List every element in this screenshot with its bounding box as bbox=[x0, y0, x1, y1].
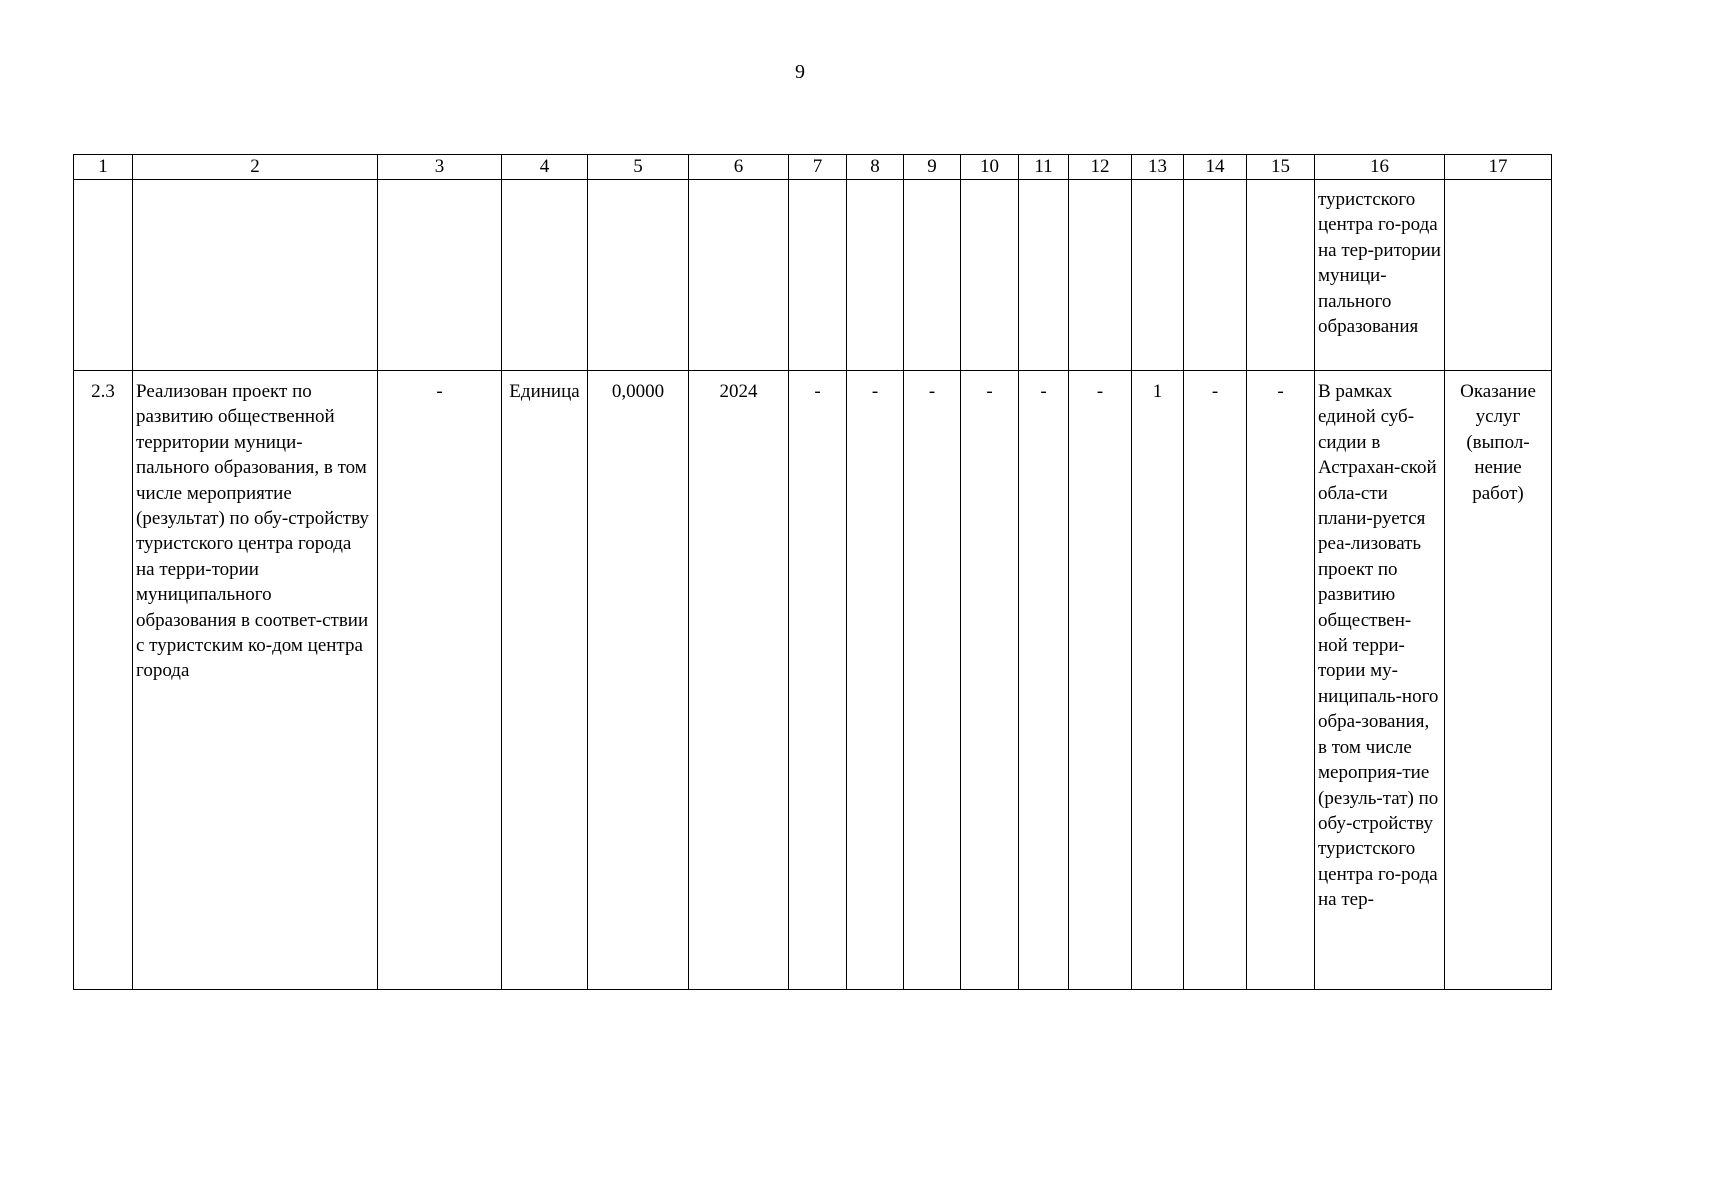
column-header: 2 bbox=[133, 155, 378, 180]
col7-cell: - bbox=[789, 371, 847, 990]
column-header: 16 bbox=[1315, 155, 1445, 180]
column-header: 13 bbox=[1132, 155, 1184, 180]
result-name-cell: Реализован проект по развитию общественной территории муници-пального образования, в том числе мероприятие (результат) по обу-стройству туристского центра города на терри-тории муниципального образования в соответ-ствии с туристским ко-дом центра города bbox=[133, 371, 378, 990]
col3-cell: - bbox=[378, 371, 502, 990]
table-cell bbox=[904, 180, 961, 371]
table-cell bbox=[961, 180, 1019, 371]
continuation-col16-cell: туристского центра го-рода на тер-ритории муници-пального образования bbox=[1315, 180, 1445, 371]
page-number: 9 bbox=[795, 61, 805, 83]
column-header: 10 bbox=[961, 155, 1019, 180]
col13-cell: 1 bbox=[1132, 371, 1184, 990]
table-cell bbox=[689, 180, 789, 371]
col8-cell: - bbox=[847, 371, 904, 990]
column-header: 9 bbox=[904, 155, 961, 180]
column-header: 8 bbox=[847, 155, 904, 180]
column-header: 4 bbox=[502, 155, 588, 180]
col17-cell: Оказание услуг (выпол-нение работ) bbox=[1445, 371, 1552, 990]
table-cell bbox=[789, 180, 847, 371]
col15-cell: - bbox=[1247, 371, 1315, 990]
table-cell bbox=[74, 180, 133, 371]
table-cell bbox=[1184, 180, 1247, 371]
column-header: 15 bbox=[1247, 155, 1315, 180]
row-number-cell: 2.3 bbox=[74, 371, 133, 990]
table-cell bbox=[1069, 180, 1132, 371]
continuation-row bbox=[74, 180, 1552, 371]
column-header: 17 bbox=[1445, 155, 1552, 180]
table-cell bbox=[133, 180, 378, 371]
column-header: 3 bbox=[378, 155, 502, 180]
col16-cell: В рамках единой суб-сидии в Астрахан-ской обла-сти плани-руется реа-лизовать проект по развитию обществен-ной терри-тории му-ниципаль-ного обра-зования, в том числе мероприя-тие (резуль-тат) по обу-стройству туристского центра го-рода на тер- bbox=[1315, 371, 1445, 990]
column-header: 11 bbox=[1019, 155, 1069, 180]
table-cell bbox=[1132, 180, 1184, 371]
base-year-cell: 2024 bbox=[689, 371, 789, 990]
col10-cell: - bbox=[961, 371, 1019, 990]
table-cell bbox=[1247, 180, 1315, 371]
table-cell bbox=[1019, 180, 1069, 371]
base-value-cell: 0,0000 bbox=[588, 371, 689, 990]
table-cell bbox=[847, 180, 904, 371]
col14-cell: - bbox=[1184, 371, 1247, 990]
column-header: 5 bbox=[588, 155, 689, 180]
unit-cell: Единица bbox=[502, 371, 588, 990]
column-header: 12 bbox=[1069, 155, 1132, 180]
col11-cell: - bbox=[1019, 371, 1069, 990]
column-header: 14 bbox=[1184, 155, 1247, 180]
col9-cell: - bbox=[904, 371, 961, 990]
header-row bbox=[74, 155, 1552, 180]
table-cell bbox=[588, 180, 689, 371]
column-header: 6 bbox=[689, 155, 789, 180]
table-cell bbox=[1445, 180, 1552, 371]
table-cell bbox=[502, 180, 588, 371]
column-header: 7 bbox=[789, 155, 847, 180]
col12-cell: - bbox=[1069, 371, 1132, 990]
table-row bbox=[74, 371, 1552, 990]
results-table bbox=[73, 154, 1552, 990]
column-header: 1 bbox=[74, 155, 133, 180]
table-cell bbox=[378, 180, 502, 371]
